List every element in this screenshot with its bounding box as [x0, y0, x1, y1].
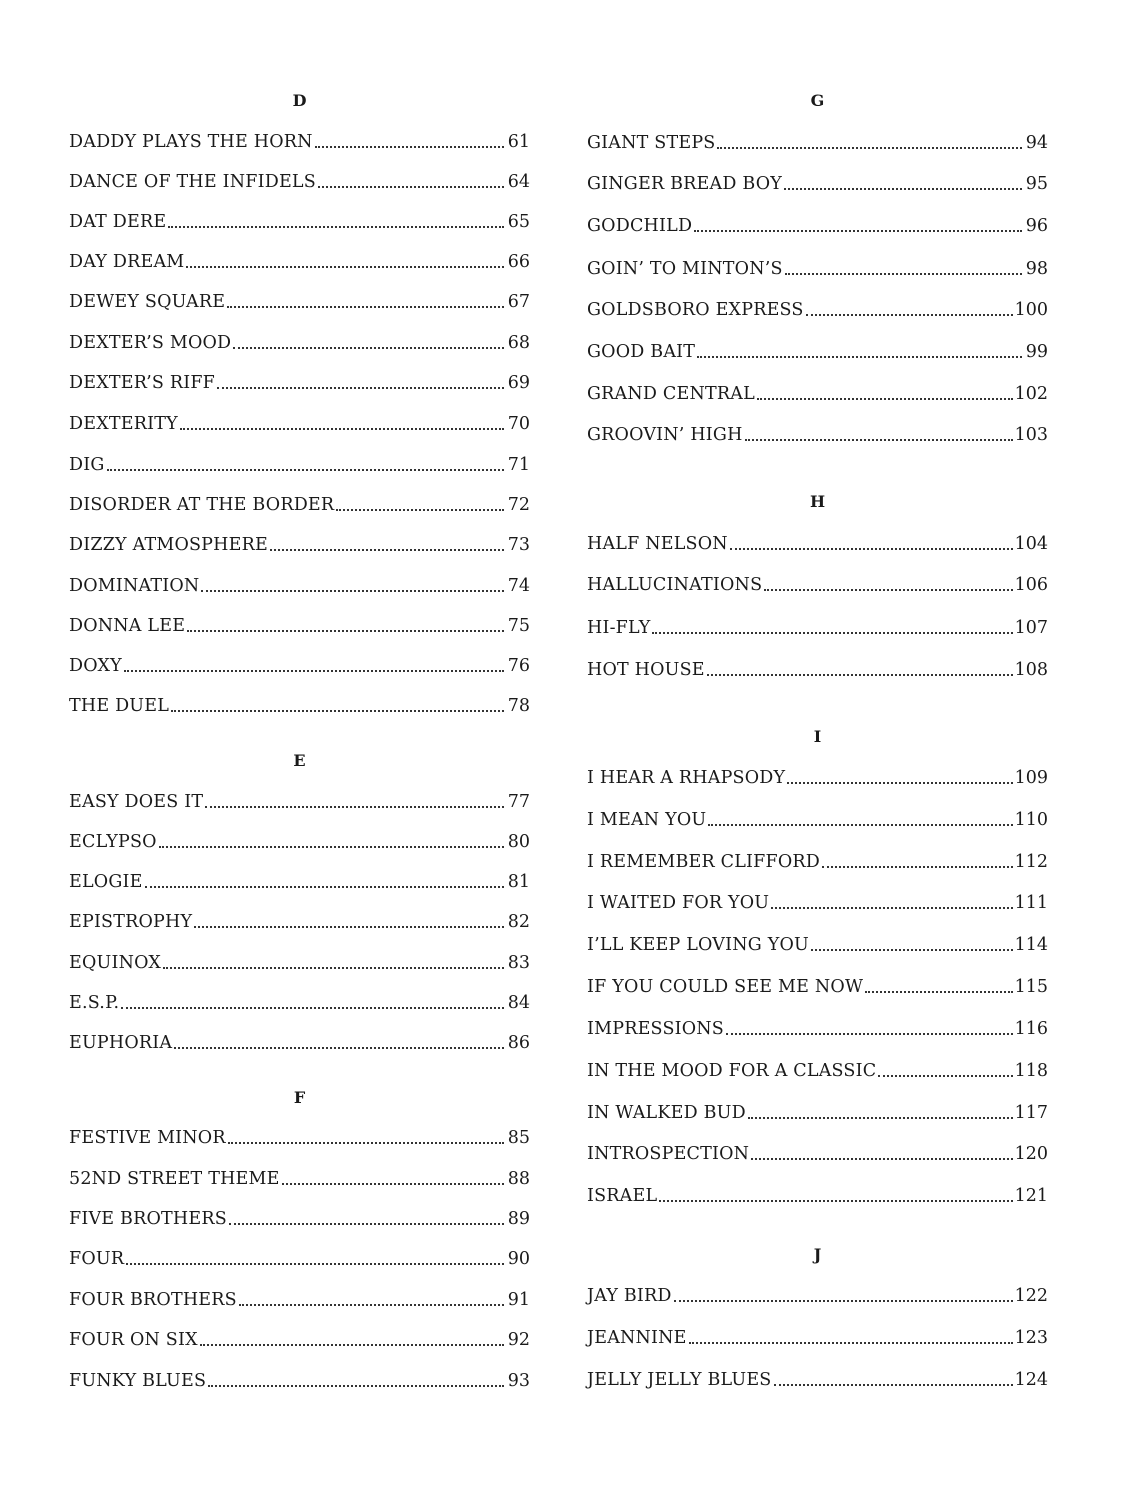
entry-title: INTROSPECTION	[587, 1144, 750, 1164]
entry-title: JEANNINE	[587, 1328, 687, 1348]
index-entry	[69, 1127, 530, 1149]
section-heading-g: G	[810, 91, 825, 110]
entry-page-number: 64	[507, 172, 530, 192]
entry-page-number: 82	[507, 912, 530, 932]
dot-leader	[806, 314, 1013, 316]
index-entry	[587, 383, 1048, 405]
entry-page-number: 124	[1014, 1370, 1048, 1390]
entry-page-number: 90	[507, 1249, 530, 1269]
index-entry	[587, 617, 1048, 639]
dot-leader	[315, 146, 504, 148]
dot-leader	[717, 147, 1022, 149]
index-entry	[69, 1289, 530, 1311]
entry-title: IN WALKED BUD	[587, 1103, 746, 1123]
entry-title: DAT DERE	[69, 212, 167, 232]
index-entry	[587, 533, 1048, 555]
entry-page-number: 104	[1014, 534, 1048, 554]
dot-leader	[787, 782, 1012, 784]
entry-page-number: 114	[1014, 935, 1048, 955]
entry-page-number: 80	[507, 832, 530, 852]
entry-page-number: 112	[1014, 852, 1048, 872]
dot-leader	[745, 439, 1013, 441]
entry-title: GIANT STEPS	[587, 133, 716, 153]
dot-leader	[764, 589, 1012, 591]
entry-page-number: 75	[507, 616, 530, 636]
entry-page-number: 108	[1014, 660, 1048, 680]
dot-leader	[171, 710, 504, 712]
index-entry	[587, 1185, 1048, 1207]
dot-leader	[757, 398, 1013, 400]
index-entry	[69, 211, 530, 233]
dot-leader	[689, 1342, 1013, 1344]
index-entry	[587, 809, 1048, 831]
dot-leader	[865, 991, 1012, 993]
dot-leader	[159, 846, 504, 848]
entry-title: EPISTROPHY	[69, 912, 193, 932]
dot-leader	[659, 1200, 1012, 1202]
entry-page-number: 88	[507, 1169, 530, 1189]
dot-leader	[174, 1047, 504, 1049]
entry-title: DEXTERITY	[69, 414, 178, 434]
dot-leader	[726, 1033, 1013, 1035]
entry-page-number: 95	[1025, 174, 1048, 194]
dot-leader	[233, 347, 504, 349]
dot-leader	[180, 428, 504, 430]
entry-page-number: 91	[507, 1290, 530, 1310]
entry-title: DADDY PLAYS THE HORN	[69, 132, 313, 152]
dot-leader	[201, 590, 504, 592]
index-entry	[587, 976, 1048, 998]
entry-title: IF YOU COULD SEE ME NOW	[587, 977, 864, 997]
entry-title: GOLDSBORO EXPRESS	[587, 300, 804, 320]
entry-title: E.S.P.	[69, 993, 120, 1013]
dot-leader	[200, 1344, 504, 1346]
index-entry	[69, 1168, 530, 1190]
dot-leader	[126, 1263, 504, 1265]
entry-title: DIZZY ATMOSPHERE	[69, 535, 268, 555]
dot-leader	[121, 1007, 504, 1009]
entry-page-number: 84	[507, 993, 530, 1013]
entry-title: ISRAEL	[587, 1186, 658, 1206]
entry-page-number: 85	[507, 1128, 530, 1148]
dot-leader	[730, 548, 1013, 550]
entry-page-number: 92	[507, 1330, 530, 1350]
section-heading-e: E	[293, 751, 306, 770]
index-entry	[69, 952, 530, 974]
dot-leader	[674, 1300, 1013, 1302]
dot-leader	[652, 632, 1012, 634]
dot-leader	[785, 273, 1022, 275]
entry-page-number: 70	[507, 414, 530, 434]
entry-page-number: 66	[507, 252, 530, 272]
entry-title: I WAITED FOR YOU	[587, 893, 770, 913]
entry-title: JELLY JELLY BLUES	[587, 1370, 772, 1390]
index-entry	[587, 1018, 1048, 1040]
entry-page-number: 83	[507, 953, 530, 973]
index-entry	[587, 851, 1048, 873]
entry-title: HALF NELSON	[587, 534, 728, 554]
entry-title: I HEAR A RHAPSODY	[587, 768, 786, 788]
entry-title: DAY DREAM	[69, 252, 185, 272]
index-entry	[69, 1370, 530, 1392]
entry-title: ELOGIE	[69, 872, 143, 892]
dot-leader	[774, 1384, 1013, 1386]
entry-page-number: 106	[1014, 575, 1048, 595]
entry-title: FOUR	[69, 1249, 125, 1269]
entry-page-number: 72	[507, 495, 530, 515]
entry-page-number: 61	[507, 132, 530, 152]
dot-leader	[208, 1385, 504, 1387]
entry-title: FIVE BROTHERS	[69, 1209, 227, 1229]
entry-page-number: 110	[1014, 810, 1048, 830]
index-entry	[587, 215, 1048, 237]
index-entry	[69, 695, 530, 717]
entry-page-number: 98	[1025, 259, 1048, 279]
entry-title: DOMINATION	[69, 576, 200, 596]
index-entry	[69, 332, 530, 354]
entry-title: GRAND CENTRAL	[587, 384, 755, 404]
index-entry	[69, 413, 530, 435]
entry-page-number: 121	[1014, 1186, 1048, 1206]
dot-leader	[270, 549, 504, 551]
index-entry	[587, 1285, 1048, 1307]
entry-page-number: 81	[507, 872, 530, 892]
entry-title: I REMEMBER CLIFFORD	[587, 852, 820, 872]
entry-page-number: 69	[507, 373, 530, 393]
index-entry	[587, 299, 1048, 321]
entry-page-number: 100	[1014, 300, 1048, 320]
entry-title: DIG	[69, 455, 105, 475]
entry-page-number: 73	[507, 535, 530, 555]
entry-title: FESTIVE MINOR	[69, 1128, 226, 1148]
entry-page-number: 67	[507, 292, 530, 312]
dot-leader	[163, 967, 504, 969]
entry-title: DEWEY SQUARE	[69, 292, 226, 312]
entry-title: ECLYPSO	[69, 832, 157, 852]
index-entry	[69, 615, 530, 637]
index-entry	[69, 1248, 530, 1270]
dot-leader	[239, 1304, 504, 1306]
dot-leader	[124, 670, 504, 672]
entry-page-number: 111	[1014, 893, 1048, 913]
dot-leader	[878, 1075, 1012, 1077]
entry-title: GOIN’ TO MINTON’S	[587, 259, 783, 279]
entry-title: HALLUCINATIONS	[587, 575, 763, 595]
index-entry	[587, 424, 1048, 446]
index-entry	[69, 251, 530, 273]
dot-leader	[822, 866, 1013, 868]
dot-leader	[205, 806, 504, 808]
entry-title: I’LL KEEP LOVING YOU	[587, 935, 809, 955]
entry-title: GROOVIN’ HIGH	[587, 425, 743, 445]
index-entry	[587, 1143, 1048, 1165]
index-entry	[69, 1032, 530, 1054]
entry-title: 52ND STREET THEME	[69, 1169, 280, 1189]
entry-title: GOOD BAIT	[587, 342, 696, 362]
entry-title: FUNKY BLUES	[69, 1371, 207, 1391]
entry-page-number: 89	[507, 1209, 530, 1229]
entry-page-number: 68	[507, 333, 530, 353]
dot-leader	[282, 1183, 504, 1185]
dot-leader	[707, 674, 1013, 676]
index-entry	[69, 454, 530, 476]
index-entry	[587, 1369, 1048, 1391]
entry-page-number: 118	[1014, 1061, 1048, 1081]
index-entry	[69, 291, 530, 313]
entry-title: DISORDER AT THE BORDER	[69, 495, 335, 515]
entry-title: EQUINOX	[69, 953, 161, 973]
dot-leader	[217, 387, 504, 389]
section-heading-j: J	[813, 1245, 822, 1264]
entry-title: EASY DOES IT	[69, 792, 204, 812]
dot-leader	[336, 509, 504, 511]
section-heading-h: H	[809, 492, 826, 511]
dot-leader	[186, 266, 504, 268]
entry-page-number: 96	[1025, 216, 1048, 236]
index-entry	[587, 1102, 1048, 1124]
section-heading-d: D	[292, 91, 307, 110]
index-entry	[69, 372, 530, 394]
index-entry	[69, 494, 530, 516]
entry-page-number: 116	[1014, 1019, 1048, 1039]
entry-title: IMPRESSIONS	[587, 1019, 724, 1039]
entry-title: THE DUEL	[69, 696, 170, 716]
entry-page-number: 122	[1014, 1286, 1048, 1306]
dot-leader	[771, 907, 1012, 909]
index-entry	[587, 173, 1048, 195]
index-entry	[69, 131, 530, 153]
entry-title: DONNA LEE	[69, 616, 186, 636]
entry-title: FOUR BROTHERS	[69, 1290, 237, 1310]
index-entry	[587, 341, 1048, 363]
entry-title: JAY BIRD	[587, 1286, 672, 1306]
entry-page-number: 115	[1014, 977, 1048, 997]
entry-page-number: 94	[1025, 133, 1048, 153]
index-entry	[69, 911, 530, 933]
index-entry	[69, 1208, 530, 1230]
dot-leader	[228, 1142, 504, 1144]
dot-leader	[694, 230, 1022, 232]
index-entry	[587, 1060, 1048, 1082]
entry-page-number: 123	[1014, 1328, 1048, 1348]
dot-leader	[318, 186, 504, 188]
dot-leader	[784, 188, 1022, 190]
index-entry	[69, 1329, 530, 1351]
index-entry	[587, 258, 1048, 280]
index-entry	[69, 655, 530, 677]
section-heading-f: F	[293, 1088, 306, 1107]
index-entry	[69, 575, 530, 597]
index-entry	[587, 767, 1048, 789]
entry-page-number: 109	[1014, 768, 1048, 788]
entry-page-number: 77	[507, 792, 530, 812]
entry-title: GINGER BREAD BOY	[587, 174, 783, 194]
entry-title: EUPHORIA	[69, 1033, 173, 1053]
entry-title: I MEAN YOU	[587, 810, 707, 830]
entry-page-number: 74	[507, 576, 530, 596]
index-entry	[587, 1327, 1048, 1349]
entry-page-number: 65	[507, 212, 530, 232]
entry-page-number: 102	[1014, 384, 1048, 404]
dot-leader	[708, 824, 1012, 826]
entry-page-number: 117	[1014, 1103, 1048, 1123]
entry-title: GODCHILD	[587, 216, 693, 236]
index-entry	[69, 831, 530, 853]
dot-leader	[168, 226, 504, 228]
index-entry	[587, 659, 1048, 681]
entry-title: DEXTER’S RIFF	[69, 373, 216, 393]
entry-page-number: 76	[507, 656, 530, 676]
entry-title: FOUR ON SIX	[69, 1330, 198, 1350]
entry-page-number: 107	[1014, 618, 1048, 638]
entry-title: DEXTER’S MOOD	[69, 333, 232, 353]
dot-leader	[145, 886, 504, 888]
dot-leader	[227, 306, 504, 308]
index-entry	[587, 132, 1048, 154]
dot-leader	[697, 356, 1022, 358]
index-entry	[69, 171, 530, 193]
dot-leader	[187, 630, 504, 632]
dot-leader	[229, 1223, 504, 1225]
index-entry	[587, 574, 1048, 596]
entry-page-number: 93	[507, 1371, 530, 1391]
index-entry	[69, 871, 530, 893]
section-heading-i: I	[813, 727, 822, 746]
index-entry	[69, 791, 530, 813]
entry-title: HOT HOUSE	[587, 660, 705, 680]
dot-leader	[748, 1117, 1013, 1119]
entry-page-number: 86	[507, 1033, 530, 1053]
entry-page-number: 120	[1014, 1144, 1048, 1164]
entry-title: HI-FLY	[587, 618, 651, 638]
dot-leader	[751, 1158, 1012, 1160]
entry-title: IN THE MOOD FOR A CLASSIC	[587, 1061, 877, 1081]
entry-page-number: 78	[507, 696, 530, 716]
entry-title: DANCE OF THE INFIDELS	[69, 172, 316, 192]
entry-title: DOXY	[69, 656, 122, 676]
dot-leader	[811, 949, 1013, 951]
index-entry	[69, 992, 530, 1014]
entry-page-number: 71	[507, 455, 530, 475]
index-entry	[587, 934, 1048, 956]
dot-leader	[194, 926, 504, 928]
entry-page-number: 99	[1025, 342, 1048, 362]
dot-leader	[107, 469, 504, 471]
index-entry	[587, 892, 1048, 914]
index-entry	[69, 534, 530, 556]
entry-page-number: 103	[1014, 425, 1048, 445]
